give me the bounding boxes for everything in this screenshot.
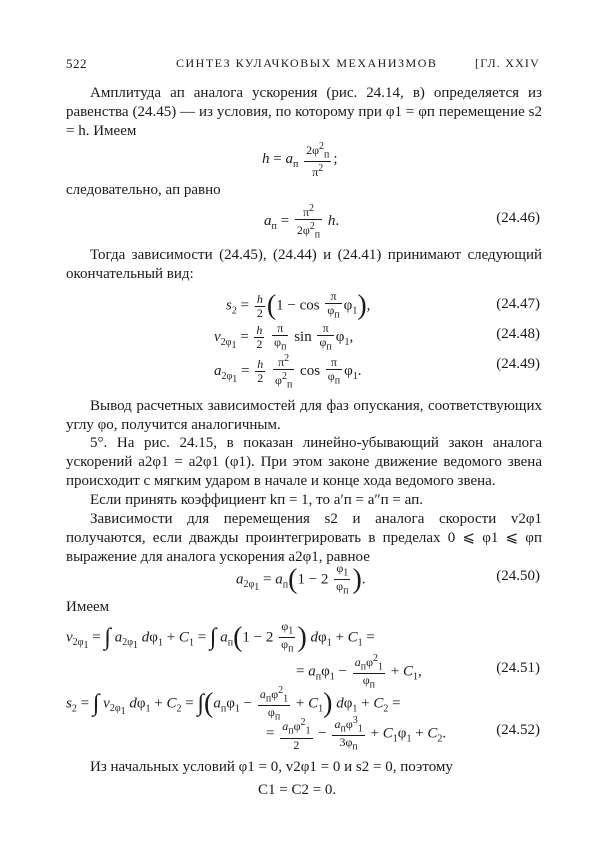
equation-number-24-49: (24.49)	[496, 356, 540, 372]
equation-number-24-46: (24.46)	[496, 210, 540, 226]
equation-24-51-line-1: $v_{2\varphi_1}$ = ∫ $a_{2\varphi_1}$ $d\varphi_1 + C_1$ = ∫ $a_п(1 - 2$ $\frac{\varphi_1}{\varphi_п}$ ) $d\varphi_1 + C_1$ =	[66, 619, 375, 655]
paragraph-4: Вывод расчетных зависимостей для фаз опускания, соответствующих углу φо, получится аналогичным.	[66, 398, 542, 433]
equation-number-24-51: (24.51)	[496, 660, 540, 676]
paragraph-8: Имеем	[66, 599, 110, 615]
equation-24-46: $a_п$ = $\frac{\pi^2}{2\varphi^2_п}$ h.	[264, 203, 340, 241]
equation-24-51-line-2: = $a_п\varphi_1$ − $\frac{a_п\varphi^2_1}{\varphi_п}$ + $C_1$,	[296, 653, 422, 691]
paragraph-1: Амплитуда aп аналога ускорения (рис. 24.14, в) определяется из равенства (24.45) — из условия, по которому при φ1 = φп перемещение s2 = h. Имеем	[66, 85, 542, 139]
paragraph-2: следовательно, aп равно	[66, 182, 221, 198]
paragraph-6: Если принять коэффициент kп = 1, то a′п = a″п = aп.	[90, 492, 424, 508]
paragraph-5: 5°. На рис. 24.15, в показан линейно-убывающий закон аналога ускорений a2φ1 = a2φ1 (φ1). При этом законе движение ведомого звена происходит с мягким ударом в начале и конце хода ведомого звена.	[66, 435, 542, 489]
equation-24-50: $a_{2\varphi_1} = a_п(1 - 2$ $\frac{\varphi_1}{\varphi_п}$ ).	[236, 561, 366, 597]
equation-number-24-47: (24.47)	[496, 296, 540, 312]
equation-24-48: $v_{2\varphi_1}$ = $\frac{h}{2}$ $\frac{\pi}{\varphi_п}$ sin $\frac{\pi}{\varphi_п}$ $\varphi_1$,	[214, 321, 354, 353]
equation-h: $h = a_п$ $\frac{2\varphi^2_п}{\pi^2}$ ;	[262, 141, 338, 180]
paragraph-3: Тогда зависимости (24.45), (24.44) и (24.41) принимают следующий окончательный вид:	[66, 247, 542, 282]
equation-number-24-48: (24.48)	[496, 326, 540, 342]
equation-number-24-52: (24.52)	[496, 722, 540, 738]
equation-final: C1 = C2 = 0.	[258, 782, 337, 798]
page-header	[66, 56, 540, 74]
page-number: 522	[66, 56, 87, 71]
equation-number-24-50: (24.50)	[496, 568, 540, 584]
running-title: СИНТЕЗ КУЛАЧКОВЫХ МЕХАНИЗМОВ	[176, 56, 438, 70]
equation-24-52-line-1: $s_2$ = ∫ $v_{2\varphi_1}$ $d\varphi_1 + C_2 = \int(a_п\varphi_1$ − $\frac{a_п\varphi^2_1}{\varphi_п}$ + $C_1$) $d\varphi_1 + C_2$ =	[66, 685, 401, 723]
paragraph-7: Зависимости для перемещения s2 и аналога скорости v2φ1 получаются, если дважды проинтегрировать в пределах 0 ⩽ φ1 ⩽ φп выражение для аналога ускорения a2φ1, равное	[66, 511, 542, 565]
paragraph-9: Из начальных условий φ1 = 0, v2φ1 = 0 и s2 = 0, поэтому	[90, 759, 453, 775]
chapter-label: [ГЛ. XXIV	[475, 56, 540, 70]
equation-24-52-line-2: = $\frac{a_п\varphi^2_1}{2}$ − $\frac{a_п\varphi^3_1}{3\varphi_п}$ + $C_1\varphi_1 + C_2$.	[266, 715, 447, 753]
equation-24-47: $s_2$ = $\frac{h}{2}$ (1 − cos $\frac{\pi}{\varphi_п}$ $\varphi_1$),	[226, 289, 371, 321]
equation-24-49: $a_{2\varphi_1}$ = $\frac{h}{2}$ $\frac{\pi^2}{\varphi^2_п}$ cos $\frac{\pi}{\varphi_п}$ $\varphi_1$.	[214, 353, 362, 391]
